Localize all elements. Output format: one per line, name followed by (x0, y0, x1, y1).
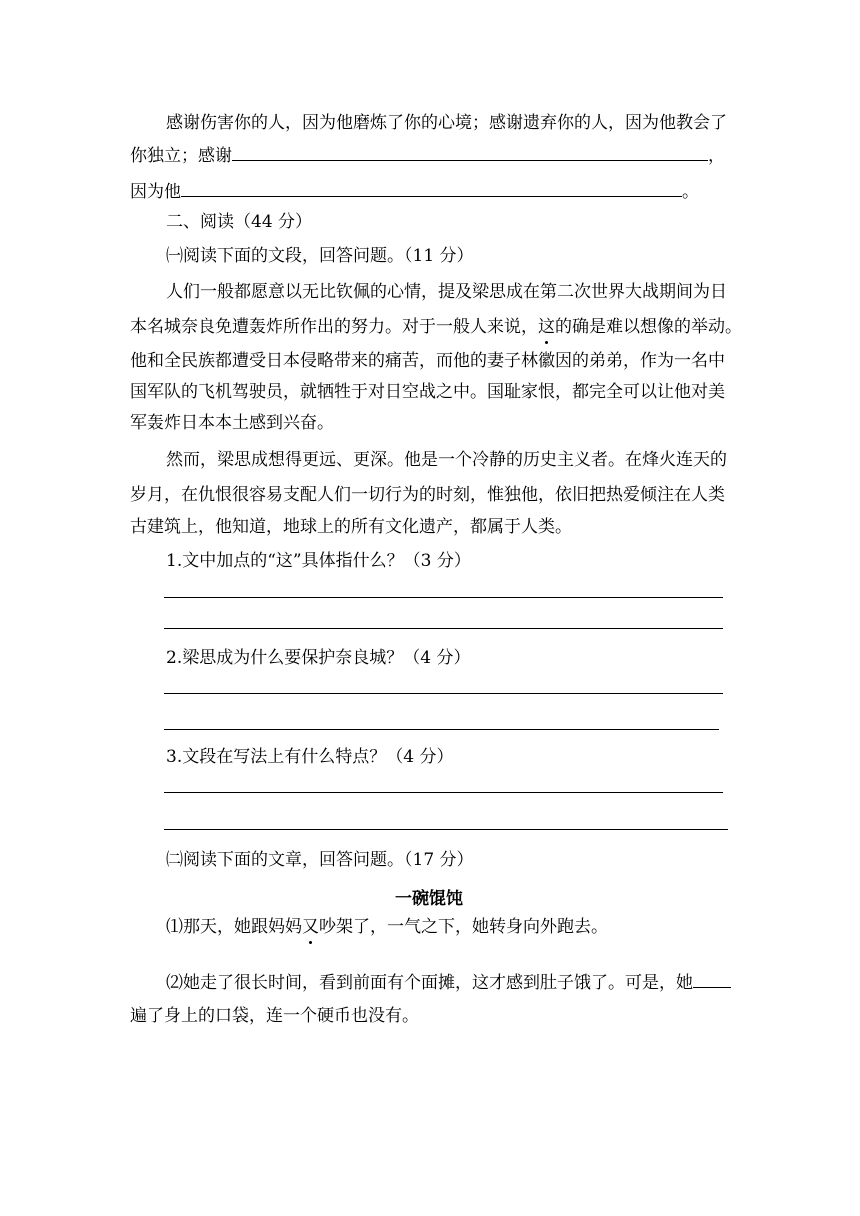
passage-line-1: 人们一般都愿意以无比钦佩的心情，提及梁思成在第二次世界大战期间为日 (166, 282, 727, 302)
passage-line-4: 国军队的飞机驾驶员，就牺牲于对日空战之中。国耻家恨，都完全可以让他对美 (130, 382, 725, 402)
intro-line-3 (130, 180, 699, 203)
intro-line-1: 感谢伤害你的人，因为他磨炼了你的心境；感谢遗弃你的人，因为他教会了 (166, 113, 727, 133)
passage-line-2 (130, 316, 742, 338)
intro-line-2-text: 你独立；感谢 (130, 146, 232, 166)
answer-line-q2-b[interactable] (164, 729, 719, 730)
dotted-char-zhe: 这 (538, 317, 555, 337)
passage-line-2-rest: 的确是难以想像的举动。 (555, 317, 742, 337)
answer-line-q1-b[interactable] (164, 628, 723, 629)
answer-line-q2-a[interactable] (164, 693, 723, 694)
passage-line-8: 古建筑上，他知道，地球上的所有文化遗产，都属于人类。 (130, 517, 572, 537)
intro-line-3-end: 。 (682, 182, 699, 202)
intro-line-2-end: ， (708, 146, 725, 166)
article-title: 一碗馄饨 (395, 889, 463, 909)
section2-heading: 二、阅读（44 分） (166, 212, 313, 232)
passage-line-6: 然而，梁思成想得更远、更深。他是一个冷静的历史主义者。在烽火连天的 (166, 450, 727, 470)
answer-line-q3-b[interactable] (164, 829, 728, 830)
part1-heading: ㈠阅读下面的文段，回答问题。（11 分） (166, 246, 474, 266)
article-para-2-line-1 (166, 971, 731, 994)
passage-line-7: 岁月，在仇恨很容易支配人们一切行为的时刻，惟独他，依旧把热爱倾注在人类 (130, 485, 725, 505)
answer-blank-2[interactable] (181, 180, 682, 197)
article-para-1-rest: 吵架了，一气之下，她转身向外跑去。 (319, 917, 608, 937)
article-para-2-text: ⑵她走了很长时间，看到前面有个面摊，这才感到肚子饿了。可是，她 (166, 973, 693, 993)
passage-line-3: 他和全民族都遭受日本侵略带来的痛苦，而他的妻子林徽因的弟弟，作为一名中 (130, 351, 725, 371)
article-para-2-line-2: 遍了身上的口袋，连一个硬币也没有。 (130, 1006, 419, 1026)
answer-blank-3[interactable] (693, 971, 731, 988)
part2-heading: ㈡阅读下面的文章，回答问题。（17 分） (166, 850, 474, 870)
passage-line-2-text: 本名城奈良免遭轰炸所作出的努力。对于一般人来说， (130, 317, 538, 337)
intro-line-3-text: 因为他 (130, 182, 181, 202)
passage-line-5: 军轰炸日本本土感到兴奋。 (130, 413, 334, 433)
article-para-1-text: ⑴那天，她跟妈妈 (166, 917, 302, 937)
answer-line-q3-a[interactable] (164, 792, 723, 793)
intro-line-2 (130, 144, 725, 167)
dotted-char-you: 又 (302, 917, 319, 937)
article-para-1 (166, 916, 608, 938)
question-1: 1.文中加点的“这”具体指什么？（3 分） (166, 551, 471, 571)
question-2: 2.梁思成为什么要保护奈良城？（4 分） (166, 648, 471, 668)
answer-line-q1-a[interactable] (164, 597, 723, 598)
question-3: 3.文段在写法上有什么特点？（4 分） (166, 747, 454, 767)
answer-blank-1[interactable] (232, 144, 708, 161)
